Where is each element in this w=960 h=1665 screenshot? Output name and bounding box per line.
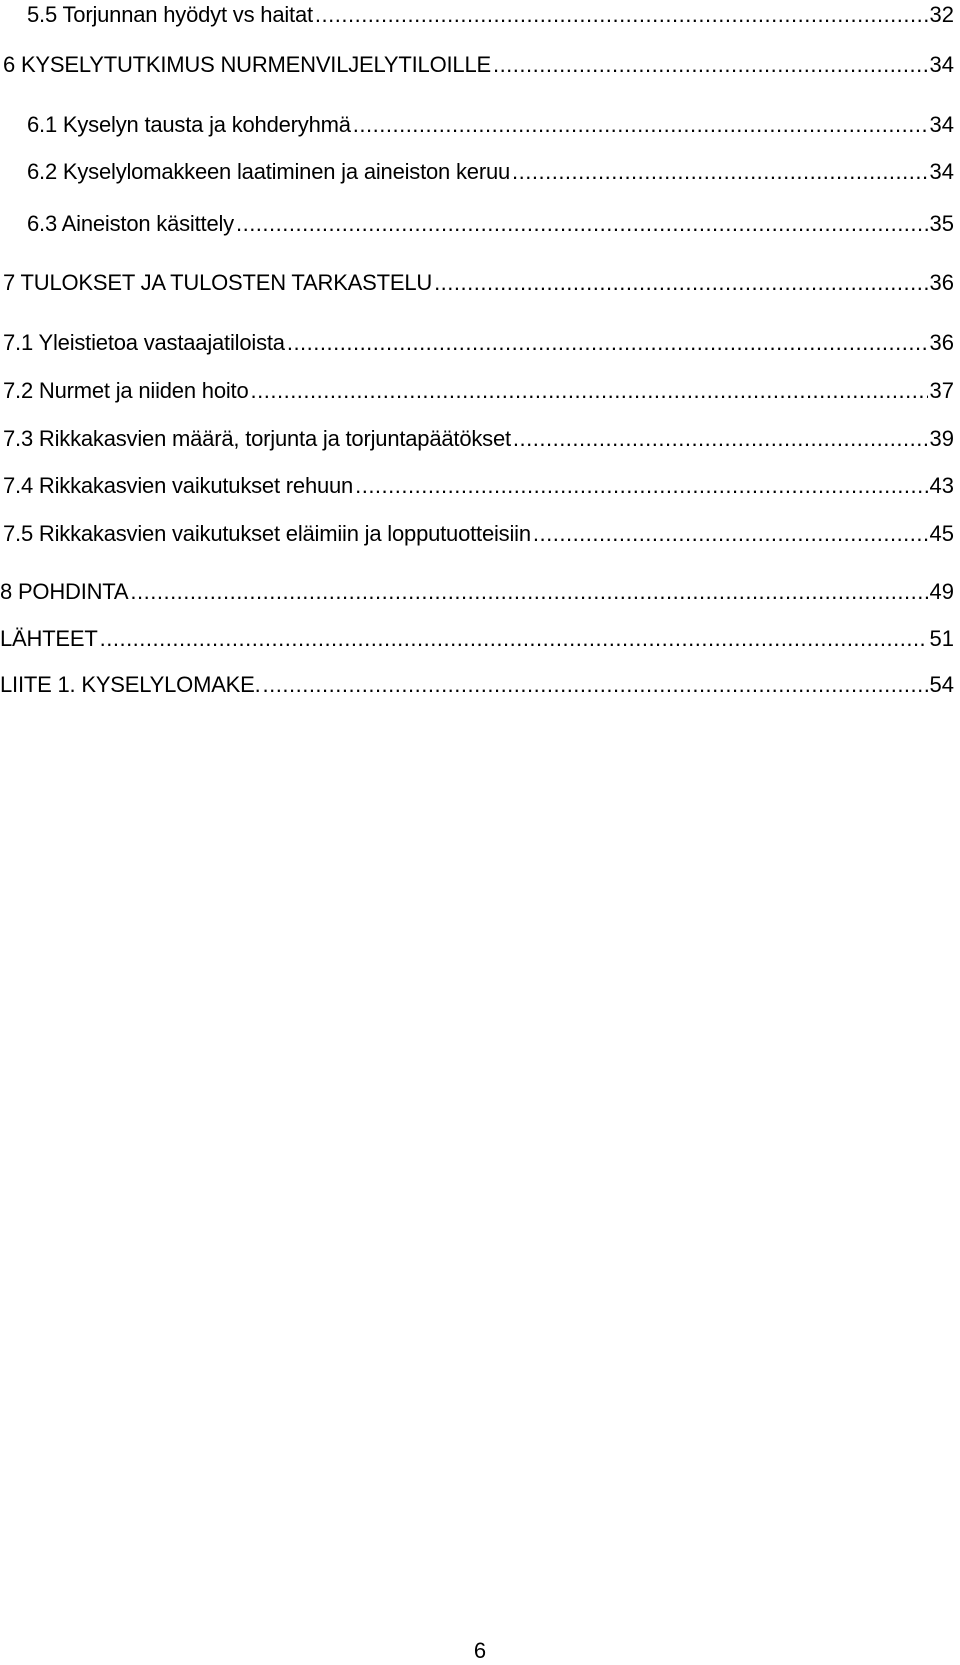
toc-entry[interactable]	[0, 268, 954, 298]
toc-entry-title: 7.4 Rikkakasvien vaikutukset rehuun	[3, 473, 354, 498]
toc-entry-title: 7.3 Rikkakasvien määrä, torjunta ja torjuntapäätökset	[3, 426, 511, 451]
toc-entry-page: 43	[929, 473, 954, 498]
toc-entry[interactable]	[0, 519, 954, 549]
toc-leader-dots	[434, 268, 927, 298]
toc-entry-page: 39	[929, 426, 954, 451]
toc-entry[interactable]	[0, 624, 954, 654]
toc-entry-title: 7.5 Rikkakasvien vaikutukset eläimiin ja lopputuotteisiin	[3, 521, 531, 546]
toc-entry-page: 45	[929, 521, 954, 546]
toc-entry-page: 34	[929, 112, 954, 137]
toc-leader-dots	[236, 209, 928, 239]
toc-entry-page: 36	[929, 330, 954, 355]
toc-leader-dots	[251, 376, 928, 406]
toc-leader-dots	[130, 577, 927, 607]
toc-entry-page: 51	[929, 626, 954, 651]
toc-entry-page: 34	[929, 159, 954, 184]
toc-entry[interactable]	[0, 110, 954, 140]
toc-entry-title: 6 KYSELYTUTKIMUS NURMENVILJELYTILOILLE	[3, 52, 491, 77]
toc-entry[interactable]	[0, 376, 954, 406]
toc-entry[interactable]	[0, 209, 954, 239]
toc-entry-title: 7.1 Yleistietoa vastaajatiloista	[3, 330, 285, 355]
toc-entry-title: 6.3 Aineiston käsittely	[27, 211, 234, 236]
toc-entry-page: 32	[929, 2, 954, 27]
toc-entry-title: LÄHTEET	[0, 626, 98, 651]
toc-entry-title: 6.2 Kyselylomakkeen laatiminen ja aineiston keruu	[27, 159, 511, 184]
toc-entry-page: 35	[929, 211, 954, 236]
toc-entry[interactable]	[0, 157, 954, 187]
toc-entry-page: 36	[929, 270, 954, 295]
toc-entry-title: LIITE 1. KYSELYLOMAKE.	[0, 672, 261, 697]
toc-leader-dots	[100, 624, 928, 654]
toc-leader-dots	[533, 519, 928, 549]
toc-entry-title: 6.1 Kyselyn tausta ja kohderyhmä	[27, 112, 351, 137]
toc-leader-dots	[493, 50, 928, 80]
toc-entry[interactable]	[0, 670, 954, 700]
toc-leader-dots	[263, 670, 928, 700]
toc-entry[interactable]	[0, 328, 954, 358]
toc-leader-dots	[513, 424, 928, 454]
toc-leader-dots	[355, 471, 927, 501]
toc-leader-dots	[512, 157, 927, 187]
toc-entry-title: 5.5 Torjunnan hyödyt vs haitat	[27, 2, 313, 27]
toc-entry[interactable]	[0, 471, 954, 501]
toc-entry-title: 8 POHDINTA	[0, 579, 129, 604]
toc-entry-page: 54	[929, 672, 954, 697]
toc-entry[interactable]	[0, 577, 954, 607]
toc-entry-page: 49	[929, 579, 954, 604]
toc-entry[interactable]	[0, 0, 954, 30]
toc-leader-dots	[287, 328, 928, 358]
toc-entry-page: 37	[929, 378, 954, 403]
toc-entry-title: 7.2 Nurmet ja niiden hoito	[3, 378, 249, 403]
page-number: 6	[473, 1638, 487, 1663]
toc-entry[interactable]	[0, 424, 954, 454]
toc-entry-title: 7 TULOKSET JA TULOSTEN TARKASTELU	[3, 270, 433, 295]
toc-leader-dots	[315, 0, 928, 30]
toc-entry-page: 34	[929, 52, 954, 77]
toc-entry[interactable]	[0, 50, 954, 80]
toc-leader-dots	[353, 110, 928, 140]
